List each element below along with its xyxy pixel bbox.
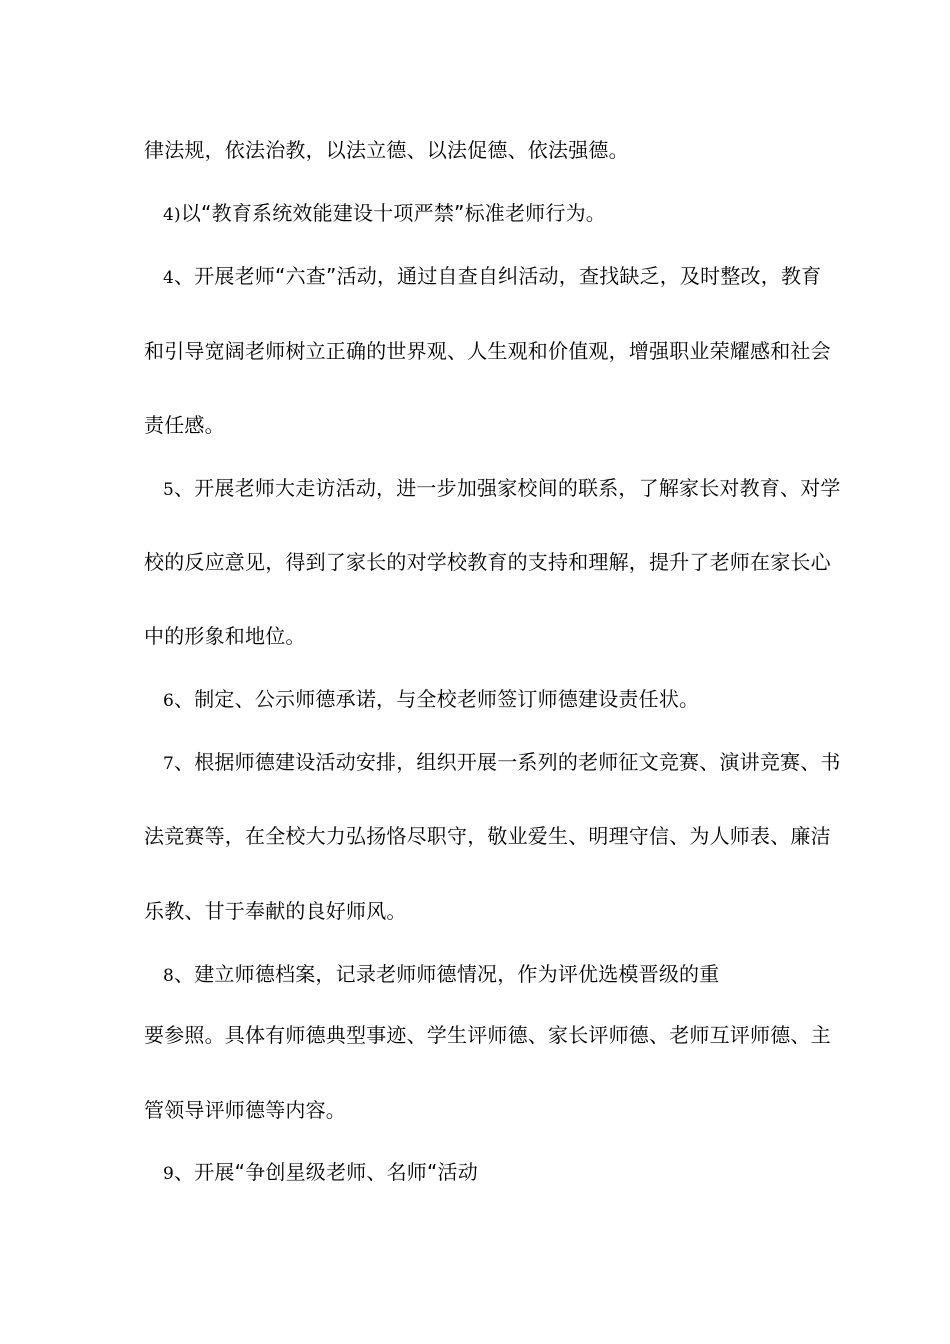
line-text: 、开展老师“六查”活动，通过自查自纠活动，查找缺乏，及时整改，教育 — [174, 264, 822, 288]
line-text: 责任感。 — [144, 413, 225, 437]
list-number: 7 — [163, 754, 175, 774]
paragraph-line — [144, 550, 831, 574]
list-number: 4) — [163, 205, 181, 225]
paragraph-line — [144, 138, 629, 162]
list-item-line — [163, 201, 606, 227]
paragraph-line — [144, 339, 831, 363]
paragraph-line — [144, 413, 225, 437]
line-text: 中的形象和地位。 — [144, 624, 306, 648]
list-item-line — [163, 750, 841, 776]
line-text: 、开展老师大走访活动，进一步加强家校间的联系，了解家长对教育、对学 — [174, 476, 841, 500]
line-text: 和引导宽阔老师树立正确的世界观、人生观和价值观，增强职业荣耀感和社会 — [144, 339, 831, 363]
list-number: 6 — [163, 691, 175, 711]
line-text: 、根据师德建设活动安排，组织开展一系列的老师征文竞赛、演讲竞赛、书 — [174, 750, 841, 774]
list-item-line — [163, 476, 841, 502]
list-item-line — [163, 1160, 478, 1186]
line-text: 要参照。具体有师德典型事迹、学生评师德、家长评师德、老师互评师德、主 — [144, 1023, 831, 1047]
line-text: 、建立师德档案，记录老师师德情况，作为评优选模晋级的重 — [174, 962, 720, 986]
list-number: 5 — [163, 480, 175, 500]
line-text: 管领导评师德等内容。 — [144, 1098, 346, 1122]
line-text: 校的反应意见，得到了家长的对学校教育的支持和理解，提升了老师在家长心 — [144, 550, 831, 574]
paragraph-line — [144, 624, 306, 648]
list-number: 9 — [163, 1164, 175, 1184]
paragraph-line — [144, 824, 831, 848]
paragraph-line — [144, 899, 407, 923]
list-item-line — [163, 264, 821, 290]
line-text: 以“教育系统效能建设十项严禁”标准老师行为。 — [180, 201, 606, 225]
line-text: 法竞赛等，在全校大力弘扬恪尽职守，敬业爱生、明理守信、为人师表、廉洁 — [144, 824, 831, 848]
list-item-line — [163, 687, 699, 713]
list-item-line — [163, 962, 719, 988]
list-number: 8 — [163, 966, 175, 986]
paragraph-line — [144, 1023, 831, 1047]
line-text: 律法规，依法治教，以法立德、以法促德、依法强德。 — [144, 138, 629, 162]
line-text: 、开展“争创星级老师、名师“活动 — [174, 1160, 478, 1184]
line-text: 、制定、公示师德承诺，与全校老师签订师德建设责任状。 — [174, 687, 700, 711]
paragraph-line — [144, 1098, 346, 1122]
list-number: 4 — [163, 268, 175, 288]
line-text: 乐教、甘于奉献的良好师风。 — [144, 899, 407, 923]
